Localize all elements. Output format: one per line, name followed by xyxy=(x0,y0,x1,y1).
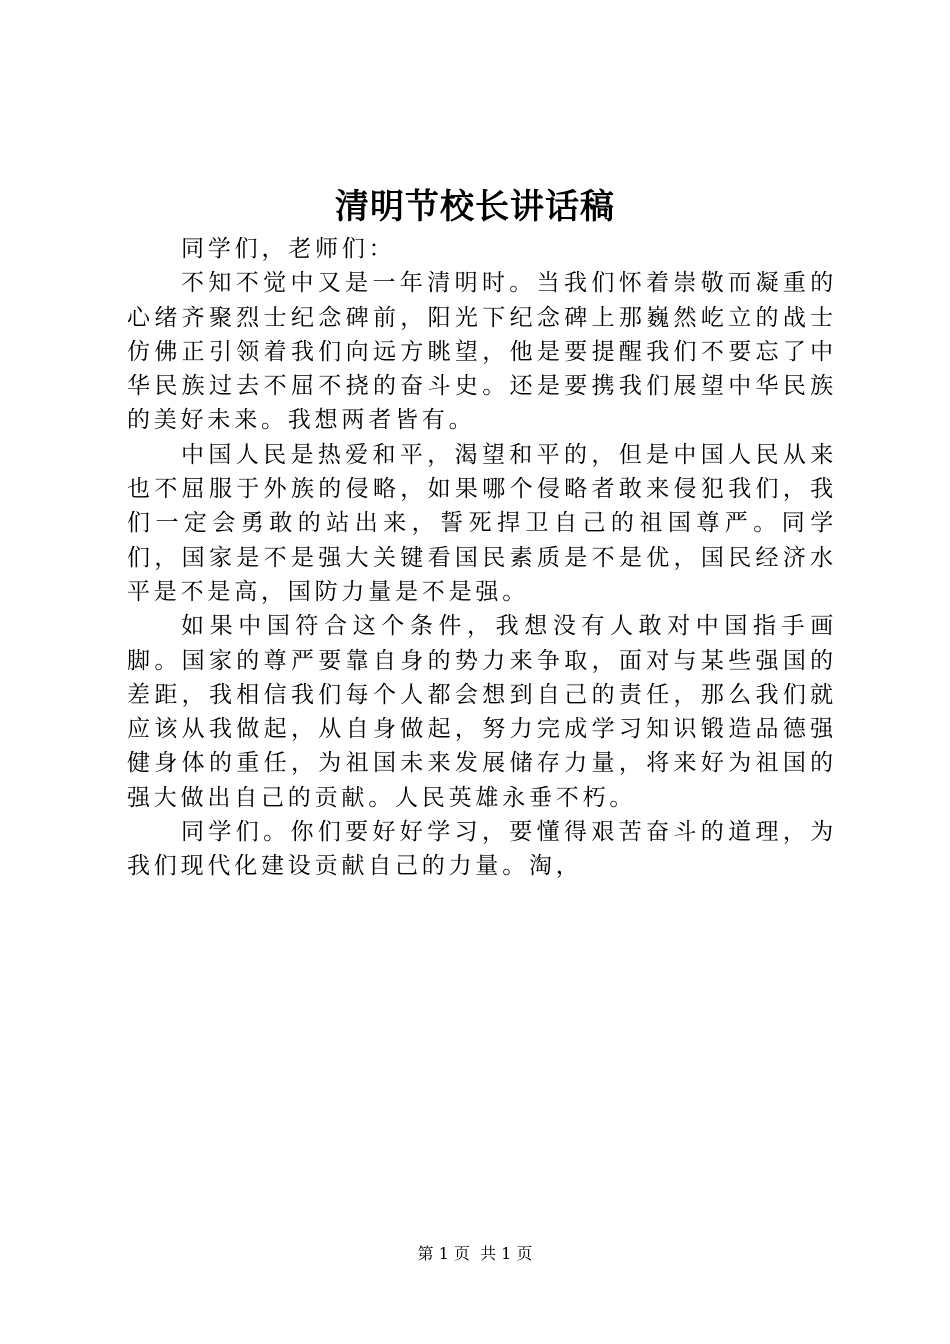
body-paragraph: 如果中国符合这个条件，我想没有人敢对中国指手画脚。国家的尊严要靠自身的势力来争取，面对与某些强国的差距，我相信我们每个人都会想到自己的责任，那么我们就应该从我做起，从自身做起，努力完成学习知识锻造品德强健身体的重任，为祖国未来发展储存力量，将来好为祖国的强大做出自己的贡献。人民英雄永垂不朽。 xyxy=(127,613,837,811)
document-body xyxy=(127,232,837,884)
body-paragraph: 中国人民是热爱和平，渴望和平的，但是中国人民从来也不屈服于外族的侵略，如果哪个侵略者敢来侵犯我们，我们一定会勇敢的站出来，誓死捍卫自己的祖国尊严。同学们，国家是不是强大关键看国民素质是不是优，国民经济水平是不是高，国防力量是不是强。 xyxy=(127,441,837,605)
body-paragraph: 同学们。你们要好好学习，要懂得艰苦奋斗的道理，为我们现代化建设贡献自己的力量。淘， xyxy=(127,819,837,880)
greeting-paragraph: 同学们，老师们： xyxy=(181,236,396,262)
page-footer xyxy=(0,1242,950,1266)
body-paragraph: 不知不觉中又是一年清明时。当我们怀着崇敬而凝重的心绪齐聚烈士纪念碑前，阳光下纪念碑上那巍然屹立的战士仿佛正引领着我们向远方眺望，他是要提醒我们不要忘了中华民族过去不屈不挠的奋斗史。还是要携我们展望中华民族的美好未来。我想两者皆有。 xyxy=(127,270,837,434)
page-number: 第 1 页 共 1 页 xyxy=(417,1244,533,1263)
document-title: 清明节校长讲话稿 xyxy=(335,187,615,227)
